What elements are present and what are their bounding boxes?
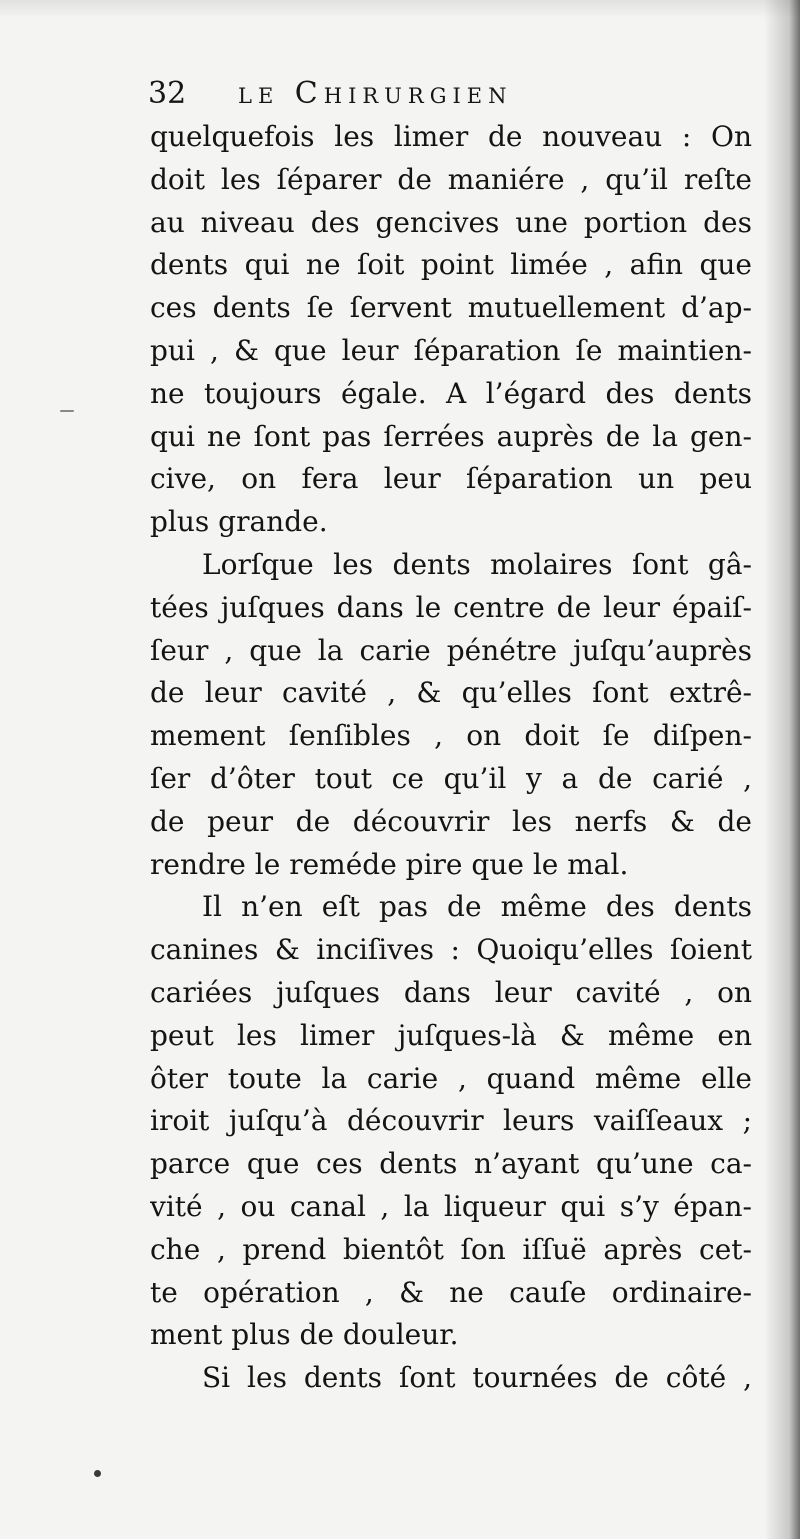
text-line: ſeur , que la carie pénétre juſqu’auprès [150,633,752,667]
text-line: de peur de découvrir les nerfs & de [150,804,752,838]
text-line: canines & inciſives : Quoiqu’elles ſoient [150,933,752,967]
text-line: vité , ou canal , la liqueur qui s’y épan- [150,1189,752,1223]
text-line: cive, on fera leur ſéparation un peu [150,462,752,496]
text-line: Si les dents ſont tournées de côté , [202,1361,752,1395]
text-line: iroit juſqu’à découvrir leurs vaiſſeaux ; [150,1104,752,1138]
text-line: quelquefois les limer de nouveau : On [150,120,752,153]
text-line: ſer d’ôter tout ce qu’il y a de carié , [150,761,752,795]
text-line: Il n’en eſt pas de même des dents [202,890,752,924]
text-line: doit les ſéparer de maniére , qu’il reſte [150,162,752,196]
text-line: ment plus de douleur. [150,1318,459,1352]
running-title: le Chirurgien [238,76,513,111]
text-line: dents qui ne ſoit point limée , afin que [150,248,752,282]
text-line: ôter toute la carie , quand même elle [150,1061,752,1095]
text-line: tées juſques dans le centre de leur épaiſ- [150,590,752,624]
text-line: te opération , & ne cauſe ordinaire- [150,1275,752,1309]
body-text [150,116,752,1400]
text-line: qui ne ſont pas ſerrées auprès de la gen- [150,419,752,453]
text-line: rendre le reméde pire que le mal. [150,847,629,881]
page-number: 32 [148,76,187,111]
text-line: de leur cavité , & qu’elles ſont extrê- [150,676,752,710]
text-line: Lorſque les dents molaires ſont gâ- [202,547,752,581]
text-line: pui , & que leur ſéparation ſe maintien- [150,333,752,367]
text-line: peut les limer juſques-là & même en [150,1018,752,1052]
text-line: au niveau des gencives une portion des [150,205,752,239]
text-line: ne toujours égale. A l’égard des dents [150,376,752,410]
text-line: mement ſenſibles , on doit ſe diſpen- [150,719,752,753]
text-line: parce que ces dents n’ayant qu’une ca- [150,1147,752,1181]
running-head [148,74,748,114]
text-line: che , prend bientôt ſon iſſuë après cet- [150,1232,752,1266]
ink-speck [94,1470,101,1477]
text-line: ces dents ſe ſervent mutuellement d’ap- [150,291,752,325]
ink-speck [60,410,74,412]
text-line: plus grande. [150,505,328,539]
text-line: cariées juſques dans leur cavité , on [150,975,752,1009]
